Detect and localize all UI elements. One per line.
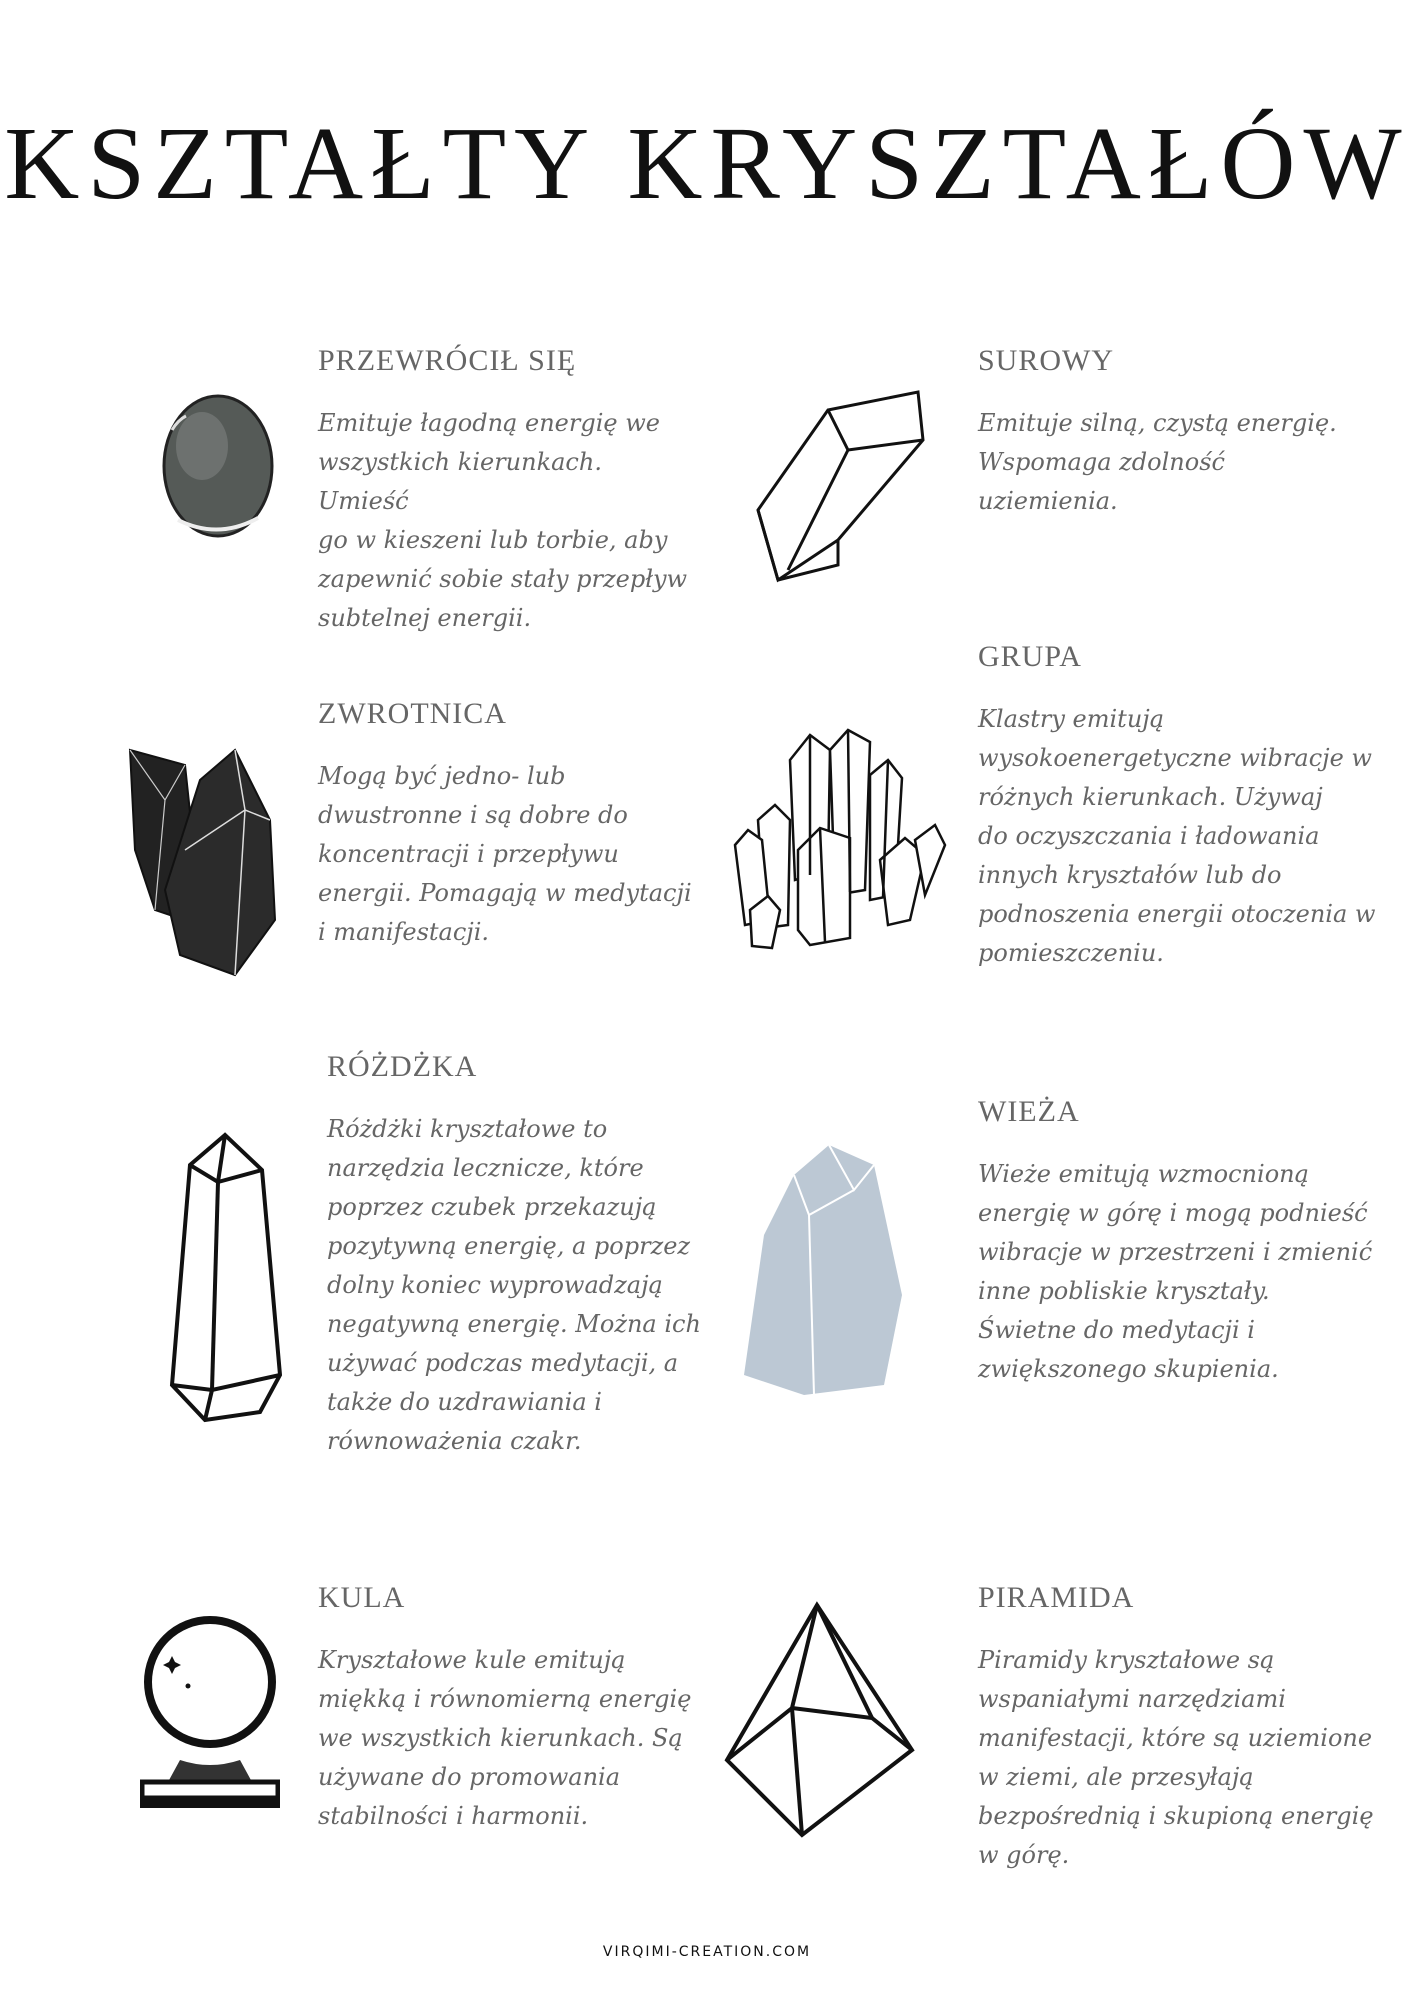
body-line: Wieże emitują wzmocnioną [978, 1160, 1309, 1188]
section-heading: WIEŻA [978, 1095, 1080, 1128]
body-line: Klastry emitują [978, 705, 1165, 733]
body-line: negatywną energię. Można ich [327, 1310, 701, 1338]
body-line: wszystkich kierunkach. Umieść [318, 448, 602, 515]
section-body [327, 1110, 717, 1461]
body-line: podnoszenia energii otoczenia w [978, 900, 1376, 928]
body-line: uziemienia. [978, 487, 1118, 515]
section-heading: RÓŻDŻKA [327, 1050, 478, 1083]
body-line: bezpośrednią i skupioną energię [978, 1802, 1374, 1830]
body-line: innych kryształów lub do [978, 861, 1282, 889]
body-line: i manifestacji. [318, 918, 490, 946]
section-tower [978, 1095, 1388, 1389]
body-line: wysokoenergetyczne wibracje w [978, 744, 1372, 772]
section-heading: SUROWY [978, 344, 1115, 377]
body-line: używane do promowania [318, 1763, 621, 1791]
section-body [318, 1641, 698, 1836]
section-body [318, 757, 698, 952]
section-body [318, 404, 698, 638]
section-heading: ZWROTNICA [318, 697, 507, 730]
section-heading: PRZEWRÓCIŁ SIĘ [318, 344, 577, 377]
body-line: używać podczas medytacji, a [327, 1349, 679, 1377]
body-line: Mogą być jedno- lub [318, 762, 566, 790]
raw-crystal-icon [748, 390, 928, 590]
body-line: energię w górę i mogą podnieść [978, 1199, 1368, 1227]
body-line: pomieszczeniu. [978, 939, 1164, 967]
body-line: stabilności i harmonii. [318, 1802, 589, 1830]
body-line: manifestacji, które są uziemione [978, 1724, 1373, 1752]
body-line: subtelnej energii. [318, 604, 532, 632]
section-body [978, 1641, 1388, 1875]
body-line: dolny koniec wyprowadzają [327, 1271, 663, 1299]
body-line: miękką i równomierną energię [318, 1685, 692, 1713]
body-line: Różdżki kryształowe to [327, 1115, 608, 1143]
body-line: Piramidy kryształowe są [978, 1646, 1275, 1674]
pyramid-crystal-icon [722, 1600, 917, 1840]
section-ball [318, 1581, 698, 1836]
tumbled-stone-icon [158, 390, 276, 540]
body-line: zwiększonego skupienia. [978, 1355, 1279, 1383]
section-wand [327, 1050, 717, 1461]
body-line: Kryształowe kule emitują [318, 1646, 626, 1674]
body-line: poprzez czubek przekazują [327, 1193, 657, 1221]
section-heading: GRUPA [978, 640, 1082, 673]
body-line: narzędzia lecznicze, które [327, 1154, 644, 1182]
point-crystal-icon [125, 740, 285, 980]
section-tumbled [318, 344, 698, 638]
body-line: różnych kierunkach. Używaj [978, 783, 1323, 811]
body-line: Emituje silną, czystą energię. [978, 409, 1337, 437]
footer-url: VIRQIMI-CREATION.COM [602, 1944, 812, 1960]
section-body [978, 700, 1378, 973]
section-cluster [978, 640, 1378, 973]
body-line: koncentracji i przepływu [318, 840, 619, 868]
body-line: do oczyszczania i ładowania [978, 822, 1320, 850]
body-line: także do uzdrawiania i [327, 1388, 602, 1416]
body-line: pozytywną energię, a poprzez [327, 1232, 691, 1260]
body-line: we wszystkich kierunkach. Są [318, 1724, 683, 1752]
page-title: KSZTAŁTY KRYSZTAŁÓW [4, 106, 1410, 221]
body-line: wibracje w przestrzeni i zmienić [978, 1238, 1373, 1266]
body-line: energii. Pomagają w medytacji [318, 879, 692, 907]
crystal-cluster-icon [730, 720, 950, 950]
section-pyramid [978, 1581, 1388, 1875]
section-body [978, 1155, 1388, 1389]
section-heading: KULA [318, 1581, 406, 1614]
body-line: zapewnić sobie stały przepływ [318, 565, 688, 593]
section-body [978, 404, 1378, 521]
body-line: dwustronne i są dobre do [318, 801, 628, 829]
section-heading: PIRAMIDA [978, 1581, 1135, 1614]
body-line: Świetne do medytacji i [978, 1316, 1255, 1344]
body-line: w górę. [978, 1841, 1070, 1869]
body-line: wspaniałymi narzędziami [978, 1685, 1286, 1713]
crystal-ball-icon [140, 1610, 280, 1810]
section-raw [978, 344, 1378, 521]
body-line: inne pobliskie kryształy. [978, 1277, 1270, 1305]
body-line: równoważenia czakr. [327, 1427, 582, 1455]
wand-crystal-icon [160, 1130, 290, 1430]
section-point [318, 697, 698, 952]
tower-crystal-icon [744, 1145, 904, 1395]
body-line: Emituje łagodną energię we [318, 409, 660, 437]
body-line: Wspomaga zdolność [978, 448, 1225, 476]
body-line: w ziemi, ale przesyłają [978, 1763, 1254, 1791]
body-line: go w kieszeni lub torbie, aby [318, 526, 668, 554]
